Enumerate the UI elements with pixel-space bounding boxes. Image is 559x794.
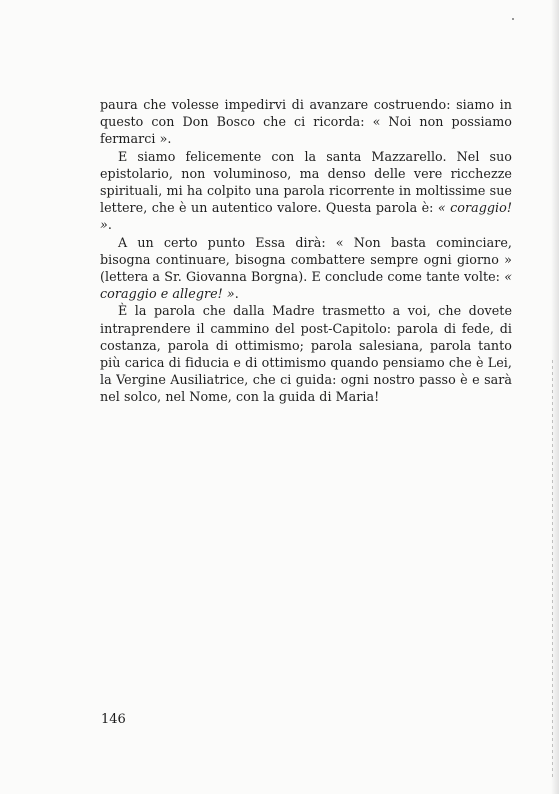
paragraph-3 bbox=[100, 234, 512, 303]
paragraph-3-end: . bbox=[234, 286, 239, 302]
body-text bbox=[100, 96, 512, 406]
paragraph-2-end: . bbox=[107, 217, 112, 233]
paragraph-3-quote: « coraggio e allegre! » bbox=[100, 269, 512, 302]
page-number: 146 bbox=[101, 712, 126, 727]
paragraph-2-text: E siamo felicemente con la santa Mazzarello. Nel suo epistolario, non voluminoso, ma denso delle vere ricchezze spirituali, mi ha colpito una parola ricorrente in moltissime sue lettere, che è un autentico valore. Questa parola è: bbox=[100, 148, 512, 216]
paragraph-3-text: A un certo punto Essa dirà: « Non basta cominciare, bisogna continuare, bisogna combattere sempre ogni giorno » (lettera a Sr. Giovanna Borgna). E conclude come tante volte: bbox=[100, 234, 512, 285]
page-edge-line bbox=[552, 360, 553, 780]
scan-speck bbox=[512, 18, 514, 20]
paragraph-1-text: paura che volesse impedirvi di avanzare costruendo: siamo in questo con Don Bosco che ci ricorda: « Noi non possiamo fermarci ». bbox=[100, 97, 512, 147]
paragraph-2 bbox=[100, 148, 512, 234]
paragraph-4-text: È la parola che dalla Madre trasmetto a voi, che dovete intraprendere il cammino del post-Capitolo: parola di fede, di costanza, parola di ottimismo; parola salesiana, parola tanto più carica di fiducia e di ottimismo quando pensiamo che è Lei, la Vergine Ausiliatrice, che ci guida: ogni nostro passo è e sarà nel solco, nel Nome, con la guida di Maria! bbox=[100, 303, 512, 405]
paragraph-1 bbox=[100, 96, 512, 148]
paragraph-2-quote: « coraggio! » bbox=[100, 200, 512, 233]
paragraph-4 bbox=[100, 302, 512, 405]
